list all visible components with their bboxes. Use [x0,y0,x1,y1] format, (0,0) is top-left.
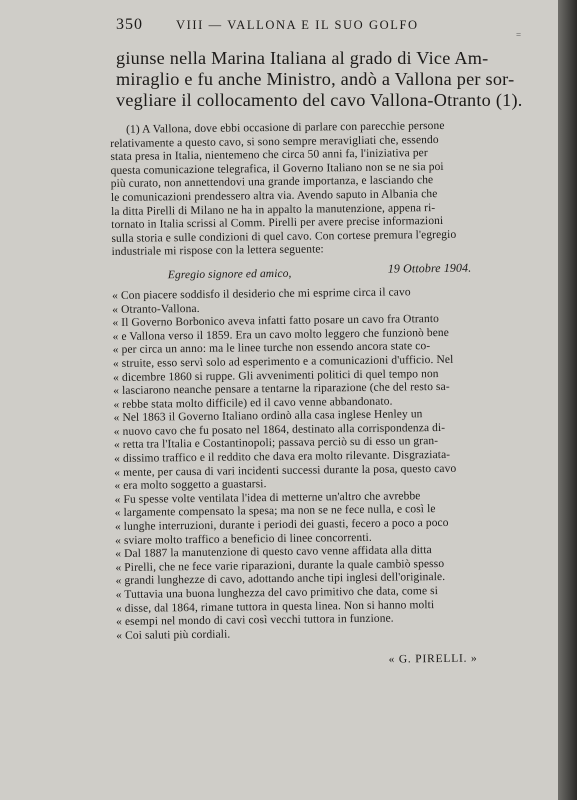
letter-line: « retta tra l'Italia e Costantinopoli; passava perciò su di esso un gran- [113,435,439,452]
footnote-line: più curato, non annettendovi una grande importanza, e lasciando che [110,174,434,191]
letter-line: « Nel 1863 il Governo Italiano ordinò alla casa inglese Henley un [113,408,423,425]
letter-line: « Otranto-Vallona. [112,302,200,316]
footnote-line: la ditta Pirelli di Milano ne ha in appalto la manutenzione, appena ri- [110,201,436,218]
letter-line: « dissimo traffico e il reddito che dava era molto rilevante. Disgraziata- [114,448,451,466]
page-header [116,16,536,38]
letter-body [112,285,514,643]
main-line: miraglio e fu anche Ministro, andò a Vallona per sor- [116,69,515,89]
letter-heading [112,261,510,288]
footnote-line: (1) A Vallona, dove ebbi occasione di parlare con parecchie persone [125,119,445,136]
letter-line: « disse, dal 1864, rimane tuttora in questa linea. Non si hanno molti [115,598,435,615]
letter-line: « lunghe interruzioni, durante i periodi dei guasti, fecero a poco a poco [114,516,449,534]
letter-line: « sviare molto traffico a beneficio di linee concorrenti. [115,531,372,547]
edge-mark: = [516,30,522,40]
main-line: giunse nella Marina Italiana al grado di Vice Am- [116,48,489,68]
letter-line: « per circa un anno: ma le linee turche non essendo ancora state co- [112,340,431,357]
letter-line: « dicembre 1860 si ruppe. Gli avvenimenti politici di quel tempo non [113,367,439,384]
letter-line: « grandi lunghezze di cavo, adottando anche tipi inglesi dell'originale. [115,571,446,588]
footnote-line: industriale mi rispose con la lettera seguente: [111,243,324,259]
page-number: 350 [116,16,143,33]
letter-line: « struite, esso servì solo ad esperimento e a comunicazioni d'ufficio. Nel [112,353,454,370]
footnote-line: relativamente a questo cavo, si sono sempre meravigliati che, essendo [110,133,439,150]
page-edge-shadow [558,0,577,800]
letter-line: « e Vallona verso il 1859. Era un cavo molto leggero che funzionò bene [112,326,450,343]
letter-line: « lasciarono neanche pensare a tentarne la riparazione (che del resto sa- [113,380,450,398]
letter-line: « Tuttavia una buona lunghezza del cavo primitivo che data, come si [115,585,439,601]
letter-line: « Dal 1887 la manutenzione di questo cavo venne affidata alla ditta [115,544,432,561]
letter-line: « esempi nel mondo di cavi così vecchi tuttora in funzione. [116,612,394,629]
footnote-line: le comunicazioni prendessero altra via. Avendo saputo in Albania che [110,187,438,204]
main-text [116,48,536,111]
footnote-line: tornato in Italia scrissi al Comm. Pirelli per avere precise informazioni [111,215,444,232]
letter-line: « rebbe stata molto difficile) ed il cavo venne abbandonato. [113,395,393,411]
main-line: vegliare il collocamento del cavo Vallona-Otranto (1). [116,90,523,110]
footnote-line: questa comunicazione telegrafica, il Governo Italiano non se ne sia poi [110,160,444,177]
footnote-line: stata presa in Italia, nientemeno che circa 50 anni fa, l'iniziativa per [110,147,428,164]
letter-line: « era molto soggetto a guastarsi. [114,478,267,493]
letter-line: « Fu spesse volte ventilata l'idea di metterne un'altro che avrebbe [114,490,421,506]
running-head: VIII — VALLONA E IL SUO GOLFO [176,18,419,32]
letter-date: 19 Ottobre 1904. [387,260,472,276]
letter-salutation: Egregio signore ed amico, [167,267,292,282]
letter-line: « Il Governo Borbonico aveva infatti fatto posare un cavo fra Otranto [112,313,440,330]
signature-text: « G. PIRELLI. » [388,652,478,667]
footnote-line: sulla storia e sulle condizioni di quel cavo. Con cortese premura l'egregio [111,228,457,245]
letter-signature [116,648,514,673]
footnote [110,119,515,673]
letter-line: « mente, per causa di vari incidenti successi durante la posa, questo cavo [114,462,457,479]
letter-line: « Pirelli, che ne fece varie riparazioni, durante la quale cambiò spesso [115,557,445,574]
letter-line: « Coi saluti più cordiali. [116,628,231,642]
letter-line: « Con piacere soddisfo il desiderio che mi esprime circa il cavo [112,286,411,302]
letter-line: « largamente compensato la spesa; ma non se ne fece nulla, e così le [114,503,436,520]
letter-line: « nuovo cavo che fu posato nel 1864, destinato alla corrispondenza di- [113,421,446,438]
